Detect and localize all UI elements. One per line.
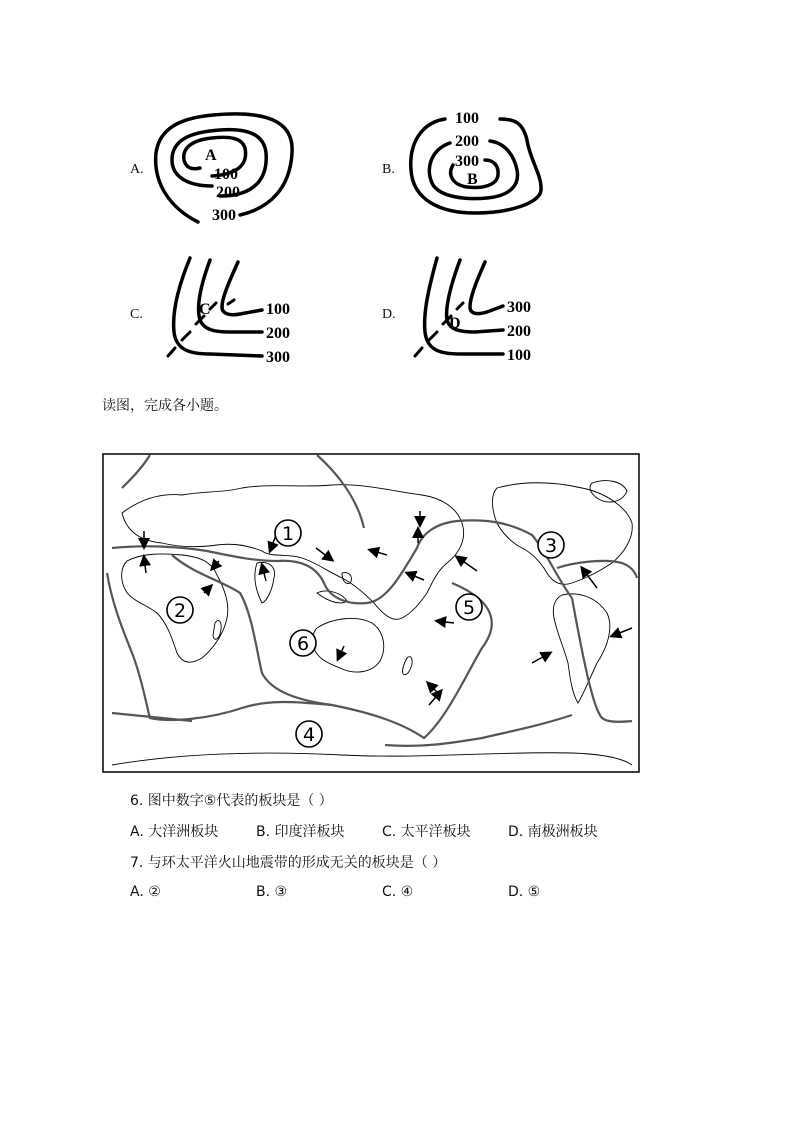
question-7-option-c[interactable]: C. ④: [382, 884, 414, 900]
question-7-option-a[interactable]: A. ②: [130, 884, 161, 900]
contour-c-label-2: 200: [266, 325, 290, 342]
intro-text: 读图，完成各小题。: [102, 398, 228, 414]
contour-c-label-3: 300: [266, 349, 290, 366]
plate-marker-5: [456, 594, 482, 620]
plate-marker-3: [538, 532, 564, 558]
question-6-option-a[interactable]: A. 大洋洲板块: [130, 824, 219, 840]
contour-d-label-3: 100: [507, 347, 531, 364]
option-b-letter: B.: [382, 162, 395, 177]
plate-number-4: 4: [302, 724, 316, 746]
contour-d-label-1: 300: [507, 299, 531, 316]
point-c-label: C: [199, 301, 211, 318]
question-6-option-c[interactable]: C. 太平洋板块: [382, 824, 471, 840]
plate-marker-6: [290, 630, 316, 656]
contour-b-label-2: 200: [455, 133, 479, 150]
option-a-letter: A.: [130, 162, 144, 177]
point-a-label: A: [205, 147, 217, 164]
point-d-label: D: [449, 315, 461, 332]
contour-d-label-2: 200: [507, 323, 531, 340]
plate-marker-2: [167, 597, 193, 623]
option-d-letter: D.: [382, 307, 396, 322]
plate-number-3: 3: [544, 535, 558, 557]
plate-marker-4: [296, 721, 322, 747]
contour-c-label-1: 100: [266, 301, 290, 318]
plate-number-2: 2: [173, 600, 187, 622]
question-6-stem: 6. 图中数字⑤代表的板块是（ ）: [130, 793, 333, 809]
question-6-option-b[interactable]: B. 印度洋板块: [256, 824, 345, 840]
option-c-letter: C.: [130, 307, 143, 322]
contour-a-label-2: 200: [216, 184, 240, 201]
contour-b-label-3: 300: [455, 153, 479, 170]
plate-number-1: 1: [281, 523, 295, 545]
contour-b-label-1: 100: [455, 110, 479, 127]
point-b-label: B: [467, 171, 478, 188]
contour-diagram-b: [405, 105, 550, 220]
contour-diagram-a: [150, 108, 310, 233]
plate-number-6: 6: [296, 633, 310, 655]
plate-map: [102, 453, 640, 773]
question-6-option-d[interactable]: D. 南极洲板块: [508, 824, 598, 840]
plate-marker-1: [275, 520, 301, 546]
question-7-stem: 7. 与环太平洋火山地震带的形成无关的板块是（ ）: [130, 855, 447, 871]
contour-a-label-1: 100: [214, 166, 238, 183]
question-7-option-d[interactable]: D. ⑤: [508, 884, 541, 900]
question-7-option-b[interactable]: B. ③: [256, 884, 288, 900]
contour-diagram-d: [405, 252, 555, 374]
contour-diagram-c: [150, 252, 310, 374]
plate-number-5: 5: [462, 597, 476, 619]
contour-a-label-3: 300: [212, 207, 236, 224]
